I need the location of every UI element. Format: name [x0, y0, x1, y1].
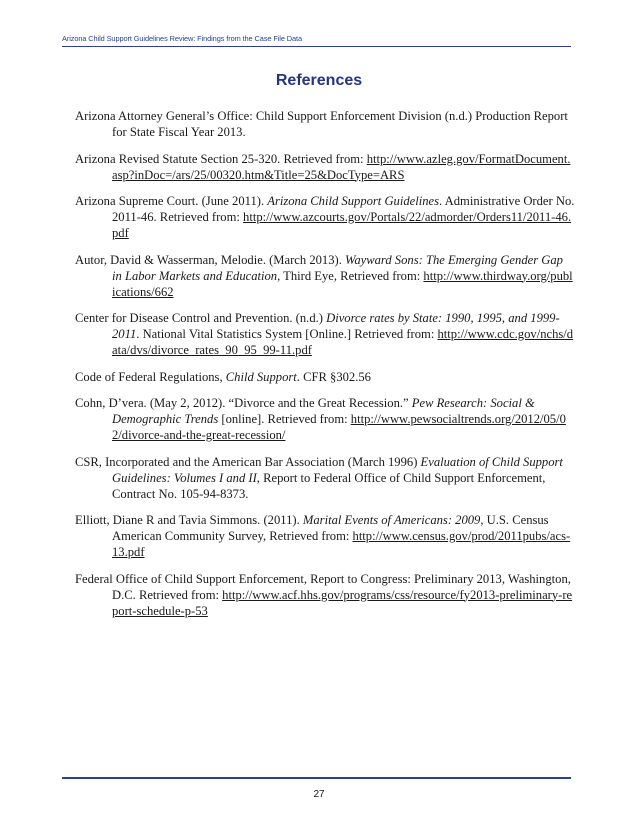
reference-text: . National Vital Statistics System [Online.] Retrieved from: [136, 327, 438, 341]
footer-divider [62, 777, 571, 779]
reference-entry [75, 252, 575, 300]
reference-entry [75, 151, 575, 183]
reference-entry [75, 193, 575, 241]
reference-link[interactable]: http://www.cdc.gov/nchs/data/dvs/divorce_rates_90_95_99-11.pdf [112, 327, 574, 357]
reference-italic-title: Marital Events of Americans: 2009 [302, 513, 481, 527]
reference-text: Arizona Revised Statute Section 25-320. Retrieved from: [75, 151, 367, 166]
reference-text: , Report to Federal Office of Child Support Enforcement, Contract No. 105-94-8373. [112, 470, 546, 501]
reference-link[interactable]: http://www.acf.hhs.gov/programs/css/resource/fy2013-preliminary-report-schedule-p-53 [112, 587, 573, 618]
reference-entry [75, 310, 575, 358]
reference-text: CSR, Incorporated and the American Bar Association (March 1996) [75, 454, 421, 469]
reference-italic-title: Wayward Sons: The Emerging Gender Gap in Labor Markets and Education [112, 252, 563, 283]
reference-text: , Third Eye, Retrieved from: [277, 268, 424, 283]
reference-text: Cohn, D’vera. (May 2, 2012). “Divorce and the Great Recession.” [75, 396, 412, 410]
reference-entry [75, 369, 575, 385]
reference-italic-title: Pew Research: Social & Demographic Trends [112, 396, 535, 426]
reference-text: , U.S. Census American Community Survey, Retrieved from: [112, 513, 549, 543]
reference-entry [75, 454, 575, 502]
reference-text: Arizona Supreme Court. (June 2011). [75, 194, 268, 208]
reference-text: . Administrative Order No. 2011-46. Retrieved from: [112, 194, 575, 224]
reference-link[interactable]: http://www.azleg.gov/FormatDocument.asp?inDoc=/ars/25/00320.htm&Title=25&DocType=ARS [112, 151, 571, 182]
reference-text: Arizona Attorney General’s Office: Child Support Enforcement Division (n.d.) Production Report for State Fiscal Year 2013. [75, 109, 568, 139]
reference-link[interactable]: http://www.azcourts.gov/Portals/22/admorder/Orders11/2011-46.pdf [112, 210, 572, 240]
reference-entry [75, 571, 575, 619]
reference-link[interactable]: http://www.thirdway.org/publications/662 [112, 268, 573, 299]
reference-entry [75, 108, 575, 140]
reference-text: Code of Federal Regulations, [75, 369, 226, 384]
page-title: References [275, 72, 363, 89]
reference-list [75, 108, 575, 629]
reference-text: [online]. Retrieved from: [218, 412, 351, 426]
reference-text: Federal Office of Child Support Enforcement, Report to Congress: Preliminary 2013, Washington, D.C. Retrieved from: [75, 571, 571, 602]
header-divider [62, 46, 571, 47]
running-header: Arizona Child Support Guidelines Review: Findings from the Case File Data [62, 34, 302, 43]
reference-entry [75, 512, 575, 560]
reference-text: Elliott, Diane R and Tavia Simmons. (2011). [75, 513, 303, 527]
page-number: 27 [313, 789, 325, 800]
reference-italic-title: Divorce rates by State: 1990, 1995, and 1999-2011 [112, 311, 560, 341]
reference-italic-title: Evaluation of Child Support Guidelines: Volumes I and II [112, 454, 563, 485]
reference-text: . CFR §302.56 [296, 369, 371, 384]
reference-italic-title: Arizona Child Support Guidelines [267, 194, 440, 208]
reference-link[interactable]: http://www.pewsocialtrends.org/2012/05/02/divorce-and-the-great-recession/ [112, 412, 566, 442]
reference-link[interactable]: http://www.census.gov/prod/2011pubs/acs-13.pdf [112, 529, 571, 559]
reference-text: Center for Disease Control and Prevention. (n.d.) [75, 311, 327, 325]
reference-italic-title: Child Support [225, 369, 297, 384]
reference-entry [75, 395, 575, 443]
reference-text: Autor, David & Wasserman, Melodie. (March 2013). [75, 252, 346, 267]
